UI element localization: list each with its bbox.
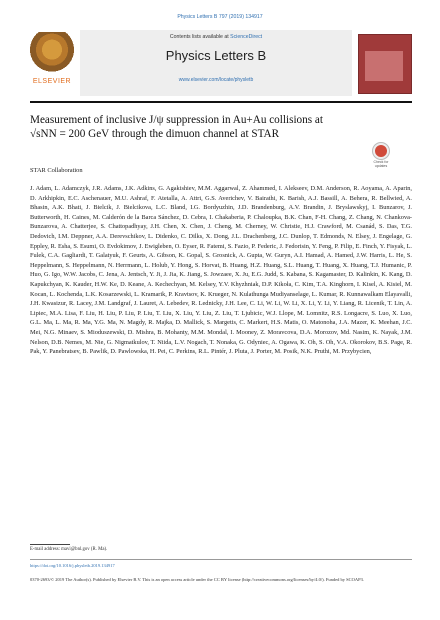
journal-title: Physics Letters B bbox=[165, 48, 267, 63]
publisher-logo-text: ELSEVIER bbox=[32, 78, 72, 85]
crossmark-icon bbox=[373, 143, 389, 159]
header-divider bbox=[30, 101, 412, 103]
journal-banner bbox=[80, 30, 352, 96]
author-list: J. Adam, L. Adamczyk, J.R. Adams, J.K. Adkins, G. Agakishiev, M.M. Aggarwal, Z. Ahammed, I. Alekseev, D.M. Anderson, R. Aoyama, A. Aparin, D. Arkhipkin, E.C. Aschenauer, M.U. Ashraf, F. Atetalla, A. Attri, G.S. Averichev, V. Bairathi, K. Barish, A.J. Bassill, A. Behera, R. Bellwied, A. Bhasin, A.K. Bhati, J. Bielcik, J. Bielcikova, L.C. Bland, I.G. Bordyuzhin, J.D. Brandenburg, A.V. Brandin, J. Bryslawskyj, I. Bunzarov, J. Butterworth, H. Caines, M. Calderón de la Barca Sánchez, D. Cebra, I. Chakaberia, P. Chaloupka, B.K. Chan, F-H. Chang, Z. Chang, N. Chankova-Bunzarova, A. Chatterjee, S. Chattopadhyay, J.H. Chen, X. Chen, J. Cheng, M. Cherney, W. Christie, H.J. Crawford, M. Csanád, S. Das, T.G. Dedovich, I.M. Deppner, A.A. Derevschikov, L. Didenko, C. Dilks, X. Dong, J.L. Drachenberg, J.C. Dunlop, T. Edmonds, N. Elsey, J. Engelage, G. Eppley, R. Esha, S. Esumi, O. Evdokimov, J. Ewigleben, O. Eyser, R. Fatemi, S. Fazio, P. Federic, J. Fedorisin, Y. Feng, P. Filip, E. Finch, Y. Fisyak, L. Fulek, C.A. Gagliardi, T. Galatyuk, F. Geurts, A. Gibson, K. Gopal, S. Grosnick, A. Gupta, W. Guryn, A.I. Hamad, A. Hamed, J.W. Harris, L. He, S. Heppelmann, S. Heppelmann, N. Herrmann, L. Holub, Y. Hong, S. Horvat, B. Huang, H.Z. Huang, S.L. Huang, T. Huang, X. Huang, T.J. Humanic, P. Huo, G. Igo, W.W. Jacobs, C. Jena, A. Jentsch, Y. Ji, J. Jia, K. Jiang, S. Jowzaee, X. Ju, E.G. Judd, S. Kabana, S. Kagamaster, D. Kalinkin, K. Kang, D. Kapukchyan, K. Kauder, H.W. Ke, D. Keane, A. Kechechyan, M. Kelsey, Y.V. Khyzhniak, D.P. Kikoła, C. Kim, T.A. Kinghorn, I. Kisel, A. Kisiel, M. Kocan, L. Kochenda, L.K. Kosarzewski, L. Kramarik, P. Kravtsov, K. Krueger, N. Kulathunga Mudiyanselage, L. Kumar, R. Kunnawalkam Elayavalli, J.H. Kwasizur, R. Lacey, J.M. Landgraf, J. Lauret, A. Lebedev, R. Lednicky, J.H. Lee, C. Li, W. Li, W. Li, X. Li, Y. Li, Y. Liang, R. Licenik, T. Lin, A. Lipiec, M.A. Lisa, F. Liu, H. Liu, P. Liu, P. Liu, T. Liu, X. Liu, Y. Liu, Z. Liu, T. Ljubicic, W.J. Llope, M. Lomnitz, R.S. Longacre, S. Luo, X. Luo, G.L. Ma, L. Ma, R. Ma, Y.G. Ma, N. Magdy, R. Majka, D. Mallick, S. Margetis, C. Markert, H.S. Matis, O. Matonoha, J.A. Mazer, K. Meehan, J.C. Mei, N.G. Minaev, S. Mioduszewski, D. Mishra, B. Mohanty, M.M. Mondal, I. Mooney, Z. Moravcova, D.A. Morozov, Md. Nasim, K. Nayak, J.M. Nelson, D.B. Nemes, M. Nie, G. Nigmatkulov, T. Niida, L.V. Nogach, T. Nonaka, G. Odyniec, A. Ogawa, K. Oh, S. Oh, V.A. Okorokov, B.S. Page, R. Pak, Y. Panebratsev, B. Pawlik, D. Pawlowska, H. Pei, C. Perkins, R.L. Pintér, J. Pluta, J. Porter, M. Posik, N.K. Pruthi, M. Przybycien, bbox=[30, 185, 412, 356]
doi-text[interactable]: https://doi.org/10.1016/j.physletb.2019.134917 bbox=[30, 563, 115, 568]
corresponding-email[interactable]: E-mail address: mavi@bnl.gov (R. Ma). bbox=[30, 547, 108, 552]
doi-link[interactable] bbox=[30, 563, 412, 569]
journal-reference[interactable]: Physics Letters B 797 (2019) 134917 bbox=[177, 14, 263, 20]
copyright-notice: 0370-2693/© 2019 The Author(s). Published by Elsevier B.V. This is an open access article under the CC BY license (http://creativecommons.org/licenses/by/4.0/). Funded by SCOAP3. bbox=[30, 577, 364, 582]
journal-cover-image[interactable] bbox=[358, 34, 412, 94]
footer-divider bbox=[30, 559, 412, 560]
collaboration-name: STAR Collaboration bbox=[30, 167, 83, 174]
journal-header bbox=[30, 30, 412, 98]
cover-graphic bbox=[365, 51, 403, 81]
sciencedirect-link[interactable]: ScienceDirect bbox=[230, 34, 263, 40]
footnote-divider bbox=[30, 544, 70, 545]
elsevier-logo[interactable] bbox=[30, 32, 74, 90]
crossmark-badge[interactable] bbox=[370, 143, 392, 167]
contents-line bbox=[80, 34, 352, 40]
journal-url[interactable] bbox=[80, 77, 352, 83]
elsevier-tree-icon bbox=[30, 32, 74, 76]
journal-url-text[interactable]: www.elsevier.com/locate/physletb bbox=[178, 77, 254, 83]
article-title: Measurement of inclusive J/ψ suppression in Au+Au collisions at √sNN = 200 GeV through the dimuon channel at STAR bbox=[30, 114, 323, 140]
crossmark-label: Check for updates bbox=[373, 160, 389, 168]
contents-prefix: Contents lists available at bbox=[169, 34, 231, 40]
